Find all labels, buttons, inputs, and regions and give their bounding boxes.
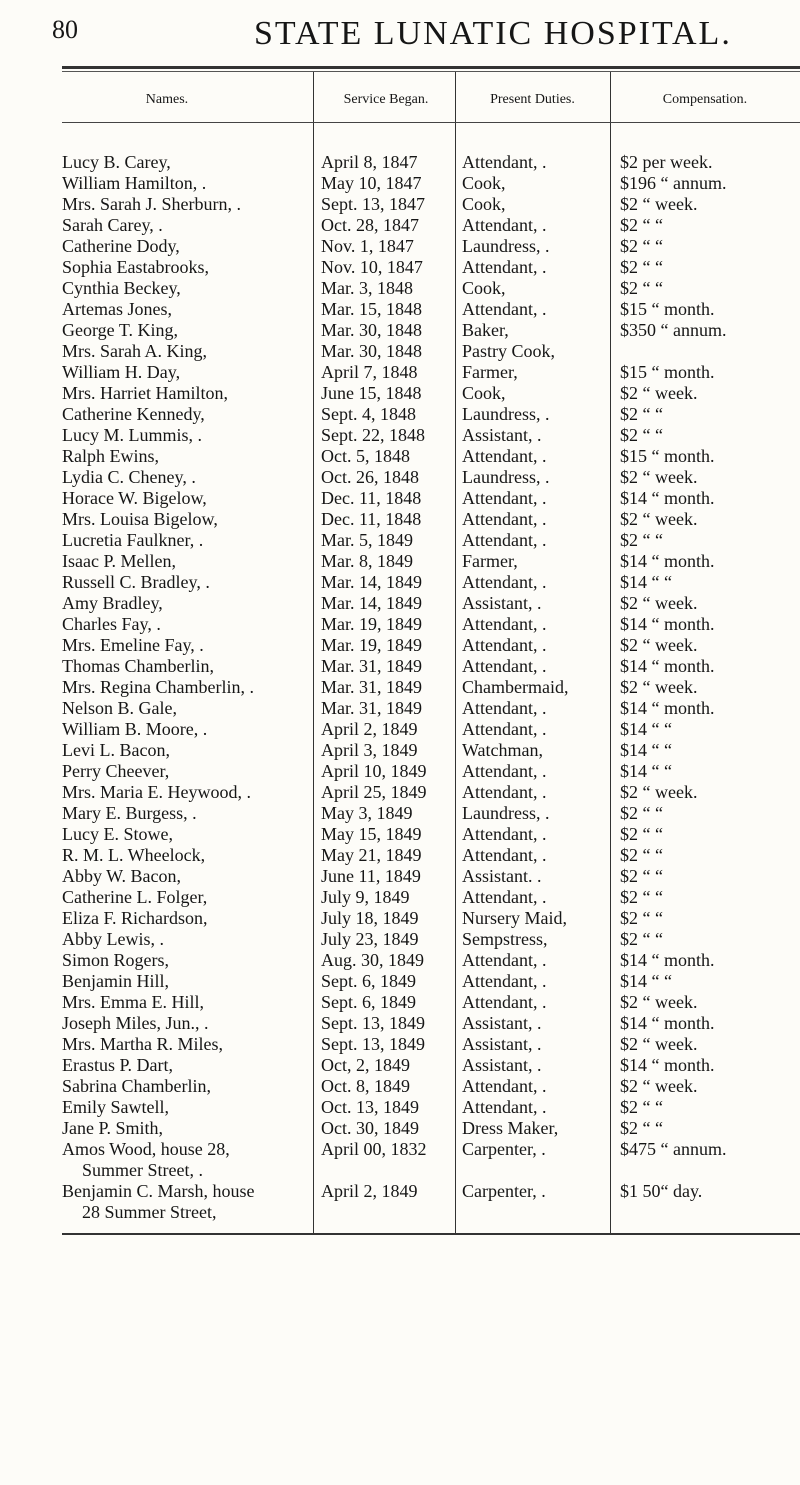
present-duties-cell: Baker, [462, 320, 509, 340]
table-row [62, 656, 800, 677]
present-duties-cell: Assistant, . [462, 425, 542, 445]
table-row [62, 803, 800, 824]
compensation-cell: $2 “ “ [620, 236, 663, 256]
table-row [62, 1034, 800, 1055]
name-cell: Sophia Eastabrooks, [62, 257, 209, 277]
service-began-cell: Mar. 19, 1849 [321, 635, 422, 655]
table-row [62, 908, 800, 929]
table-row [62, 425, 800, 446]
name-cell: Cynthia Beckey, [62, 278, 181, 298]
name-cell: Ralph Ewins, [62, 446, 159, 466]
bottom-rule [62, 1233, 800, 1235]
present-duties-cell: Assistant. . [462, 866, 542, 886]
compensation-cell: $2 “ “ [620, 929, 663, 949]
compensation-cell: $2 “ “ [620, 824, 663, 844]
service-began-cell: Mar. 14, 1849 [321, 593, 422, 613]
name-cell: Perry Cheever, [62, 761, 170, 781]
name-cell: Erastus P. Dart, [62, 1055, 173, 1075]
service-began-cell: July 9, 1849 [321, 887, 410, 907]
name-cell: Eliza F. Richardson, [62, 908, 208, 928]
name-cell: Mrs. Maria E. Heywood, . [62, 782, 251, 802]
service-began-cell: Mar. 31, 1849 [321, 656, 422, 676]
present-duties-cell: Cook, [462, 278, 506, 298]
name-cell: Lucy E. Stowe, [62, 824, 173, 844]
service-began-cell: Oct, 2, 1849 [321, 1055, 410, 1075]
table-row [62, 173, 800, 194]
name-cell: Mrs. Harriet Hamilton, [62, 383, 228, 403]
present-duties-cell: Farmer, [462, 362, 518, 382]
service-began-cell: Mar. 31, 1849 [321, 698, 422, 718]
service-began-cell: Oct. 30, 1849 [321, 1118, 419, 1138]
table-row [62, 635, 800, 656]
service-began-cell: April 2, 1849 [321, 719, 418, 739]
service-began-cell: June 11, 1849 [321, 866, 421, 886]
compensation-cell: $2 “ week. [620, 593, 698, 613]
compensation-cell: $15 “ month. [620, 299, 715, 319]
service-began-cell: July 18, 1849 [321, 908, 419, 928]
header-rule [62, 122, 800, 123]
table-row [62, 971, 800, 992]
service-began-cell: Aug. 30, 1849 [321, 950, 424, 970]
compensation-cell: $2 “ “ [620, 257, 663, 277]
present-duties-cell: Cook, [462, 383, 506, 403]
table-row [62, 530, 800, 551]
name-cell: Joseph Miles, Jun., . [62, 1013, 209, 1033]
service-began-cell: Mar. 31, 1849 [321, 677, 422, 697]
present-duties-cell: Assistant, . [462, 1055, 542, 1075]
name-cell: Jane P. Smith, [62, 1118, 164, 1138]
compensation-cell: $2 “ “ [620, 887, 663, 907]
compensation-cell: $14 “ month. [620, 1055, 715, 1075]
name-cell: Mrs. Sarah J. Sherburn, . [62, 194, 241, 214]
table-row [62, 1097, 800, 1118]
present-duties-cell: Chambermaid, [462, 677, 569, 697]
service-began-cell: April 3, 1849 [321, 740, 418, 760]
compensation-cell: $350 “ annum. [620, 320, 727, 340]
present-duties-cell: Attendant, . [462, 845, 547, 865]
table-row [62, 1013, 800, 1034]
name-cell: Horace W. Bigelow, [62, 488, 207, 508]
name-cell: Lydia C. Cheney, . [62, 467, 196, 487]
compensation-cell: $2 “ week. [620, 509, 698, 529]
service-began-cell: Dec. 11, 1848 [321, 488, 422, 508]
table-row [62, 845, 800, 866]
table-row [62, 194, 800, 215]
service-began-cell: Mar. 5, 1849 [321, 530, 413, 550]
table-row [62, 614, 800, 635]
table-row [62, 320, 800, 341]
compensation-cell: $2 “ “ [620, 530, 663, 550]
table-row [62, 467, 800, 488]
name-cell: Lucy B. Carey, [62, 152, 171, 172]
table-row [62, 404, 800, 425]
present-duties-cell: Attendant, . [462, 299, 547, 319]
compensation-cell: $2 “ week. [620, 782, 698, 802]
service-began-cell: Sept. 6, 1849 [321, 992, 417, 1012]
name-cell: Benjamin Hill, [62, 971, 169, 991]
present-duties-cell: Dress Maker, [462, 1118, 559, 1138]
present-duties-cell: Watchman, [462, 740, 544, 760]
service-began-cell: April 7, 1848 [321, 362, 418, 382]
service-began-cell: Mar. 8, 1849 [321, 551, 413, 571]
present-duties-cell: Attendant, . [462, 509, 547, 529]
service-began-cell: April 8, 1847 [321, 152, 418, 172]
present-duties-cell: Carpenter, . [462, 1139, 546, 1159]
table-row [62, 236, 800, 257]
name-cell: Catherine L. Folger, [62, 887, 208, 907]
present-duties-cell: Assistant, . [462, 593, 542, 613]
compensation-cell: $2 “ “ [620, 278, 663, 298]
compensation-cell: $14 “ month. [620, 950, 715, 970]
compensation-cell: $2 “ week. [620, 677, 698, 697]
service-began-cell: Oct. 28, 1847 [321, 215, 419, 235]
table-row [62, 677, 800, 698]
compensation-cell: $15 “ month. [620, 362, 715, 382]
service-began-cell: May 10, 1847 [321, 173, 422, 193]
compensation-cell: $2 per week. [620, 152, 713, 172]
service-began-cell: June 15, 1848 [321, 383, 422, 403]
compensation-cell: $14 “ “ [620, 740, 672, 760]
present-duties-cell: Attendant, . [462, 572, 547, 592]
present-duties-cell: Cook, [462, 194, 506, 214]
table-row [62, 992, 800, 1013]
service-began-cell: Mar. 14, 1849 [321, 572, 422, 592]
compensation-cell: $2 “ week. [620, 1076, 698, 1096]
name-cell-continuation: Summer Street, . [82, 1160, 203, 1180]
table-row [62, 782, 800, 803]
service-began-cell: Mar. 19, 1849 [321, 614, 422, 634]
table-row [62, 929, 800, 950]
compensation-cell: $196 “ annum. [620, 173, 727, 193]
present-duties-cell: Attendant, . [462, 950, 547, 970]
table-row [62, 278, 800, 299]
table-row [62, 488, 800, 509]
present-duties-cell: Attendant, . [462, 257, 547, 277]
table-row [62, 257, 800, 278]
present-duties-cell: Attendant, . [462, 971, 547, 991]
compensation-cell: $2 “ week. [620, 467, 698, 487]
table-row [62, 509, 800, 530]
compensation-cell: $2 “ “ [620, 845, 663, 865]
table-row [62, 1118, 800, 1139]
service-began-cell: Sept. 13, 1849 [321, 1013, 426, 1033]
present-duties-cell: Cook, [462, 173, 506, 193]
name-cell: Benjamin C. Marsh, house [62, 1181, 255, 1201]
present-duties-cell: Attendant, . [462, 1076, 547, 1096]
name-cell: Mrs. Emma E. Hill, [62, 992, 204, 1012]
service-began-cell: Mar. 3, 1848 [321, 278, 413, 298]
table-row [62, 215, 800, 236]
compensation-cell: $2 “ “ [620, 1097, 663, 1117]
table-row [62, 719, 800, 740]
name-cell: Mrs. Sarah A. King, [62, 341, 207, 361]
name-cell: Sabrina Chamberlin, [62, 1076, 211, 1096]
table-row [62, 152, 800, 173]
name-cell-continuation: 28 Summer Street, [82, 1202, 217, 1222]
service-began-cell: May 21, 1849 [321, 845, 422, 865]
service-began-cell: Oct. 5, 1848 [321, 446, 410, 466]
present-duties-cell: Attendant, . [462, 719, 547, 739]
present-duties-cell: Attendant, . [462, 761, 547, 781]
present-duties-cell: Attendant, . [462, 992, 547, 1012]
name-cell: William Hamilton, . [62, 173, 207, 193]
table-row [62, 362, 800, 383]
compensation-cell: $14 “ month. [620, 488, 715, 508]
table-row [62, 1181, 800, 1202]
compensation-cell: $15 “ month. [620, 446, 715, 466]
present-duties-cell: Pastry Cook, [462, 341, 556, 361]
present-duties-cell: Laundress, . [462, 467, 550, 487]
present-duties-cell: Attendant, . [462, 1097, 547, 1117]
present-duties-cell: Attendant, . [462, 488, 547, 508]
name-cell: Russell C. Bradley, . [62, 572, 210, 592]
compensation-cell: $2 “ “ [620, 215, 663, 235]
service-began-cell: May 3, 1849 [321, 803, 413, 823]
present-duties-cell: Attendant, . [462, 824, 547, 844]
header-service-began: Service Began. [343, 92, 429, 107]
compensation-cell: $14 “ month. [620, 551, 715, 571]
service-began-cell: April 10, 1849 [321, 761, 427, 781]
name-cell: Artemas Jones, [62, 299, 172, 319]
name-cell: Mrs. Emeline Fay, . [62, 635, 204, 655]
compensation-cell: $14 “ month. [620, 656, 715, 676]
name-cell: William H. Day, [62, 362, 181, 382]
table-row [62, 824, 800, 845]
name-cell: George T. King, [62, 320, 178, 340]
name-cell: Isaac P. Mellen, [62, 551, 176, 571]
service-began-cell: Sept. 4, 1848 [321, 404, 417, 424]
compensation-cell: $2 “ week. [620, 992, 698, 1012]
name-cell: Simon Rogers, [62, 950, 170, 970]
name-cell: Catherine Dody, [62, 236, 180, 256]
present-duties-cell: Attendant, . [462, 152, 547, 172]
name-cell: Abby Lewis, . [62, 929, 164, 949]
present-duties-cell: Attendant, . [462, 635, 547, 655]
name-cell: Mrs. Regina Chamberlin, . [62, 677, 254, 697]
table-row [62, 299, 800, 320]
compensation-cell: $2 “ week. [620, 194, 698, 214]
table-row [62, 1076, 800, 1097]
name-cell: Abby W. Bacon, [62, 866, 181, 886]
table-row [62, 866, 800, 887]
service-began-cell: Oct. 8, 1849 [321, 1076, 410, 1096]
present-duties-cell: Attendant, . [462, 530, 547, 550]
compensation-cell: $14 “ month. [620, 698, 715, 718]
name-cell: Emily Sawtell, [62, 1097, 169, 1117]
name-cell: Lucy M. Lummis, . [62, 425, 202, 445]
service-began-cell: Nov. 1, 1847 [321, 236, 414, 256]
name-cell: Lucretia Faulkner, . [62, 530, 204, 550]
header-present-duties: Present Duties. [490, 92, 575, 107]
compensation-cell: $14 “ month. [620, 1013, 715, 1033]
present-duties-cell: Attendant, . [462, 698, 547, 718]
present-duties-cell: Farmer, [462, 551, 518, 571]
present-duties-cell: Attendant, . [462, 215, 547, 235]
table-row [62, 593, 800, 614]
compensation-cell: $2 “ week. [620, 383, 698, 403]
compensation-cell: $2 “ “ [620, 866, 663, 886]
page-number: 80 [52, 15, 78, 44]
table-row-continuation [62, 1202, 800, 1223]
service-began-cell: April 25, 1849 [321, 782, 427, 802]
service-began-cell: Sept. 6, 1849 [321, 971, 417, 991]
name-cell: R. M. L. Wheelock, [62, 845, 206, 865]
compensation-cell: $2 “ “ [620, 1118, 663, 1138]
table-row-continuation [62, 1160, 800, 1181]
present-duties-cell: Laundress, . [462, 236, 550, 256]
service-began-cell: July 23, 1849 [321, 929, 419, 949]
name-cell: Mary E. Burgess, . [62, 803, 197, 823]
service-began-cell: Nov. 10, 1847 [321, 257, 423, 277]
name-cell: Nelson B. Gale, [62, 698, 177, 718]
table-row [62, 950, 800, 971]
name-cell: Thomas Chamberlin, [62, 656, 214, 676]
table-body [62, 152, 800, 1223]
present-duties-cell: Attendant, . [462, 887, 547, 907]
running-head: STATE LUNATIC HOSPITAL. [254, 15, 732, 52]
service-began-cell: Sept. 22, 1848 [321, 425, 426, 445]
compensation-cell: $2 “ week. [620, 635, 698, 655]
present-duties-cell: Laundress, . [462, 404, 550, 424]
table-row [62, 740, 800, 761]
service-began-cell: Mar. 30, 1848 [321, 341, 422, 361]
service-began-cell: May 15, 1849 [321, 824, 422, 844]
table-row [62, 887, 800, 908]
service-began-cell: Mar. 30, 1848 [321, 320, 422, 340]
top-rule [62, 66, 800, 69]
present-duties-cell: Assistant, . [462, 1034, 542, 1054]
header-names: Names. [145, 92, 189, 107]
service-began-cell: Sept. 13, 1849 [321, 1034, 426, 1054]
compensation-cell: $14 “ “ [620, 761, 672, 781]
compensation-cell: $2 “ “ [620, 803, 663, 823]
present-duties-cell: Attendant, . [462, 446, 547, 466]
staff-table [62, 72, 800, 1235]
compensation-cell: $2 “ “ [620, 404, 663, 424]
table-row [62, 761, 800, 782]
present-duties-cell: Attendant, . [462, 656, 547, 676]
service-began-cell: Oct. 26, 1848 [321, 467, 419, 487]
present-duties-cell: Assistant, . [462, 1013, 542, 1033]
compensation-cell: $2 “ “ [620, 908, 663, 928]
table-row [62, 698, 800, 719]
compensation-cell: $2 “ week. [620, 1034, 698, 1054]
compensation-cell: $14 “ month. [620, 614, 715, 634]
table-row [62, 1055, 800, 1076]
table-row [62, 341, 800, 362]
compensation-cell: $14 “ “ [620, 971, 672, 991]
service-began-cell: April 00, 1832 [321, 1139, 427, 1159]
present-duties-cell: Carpenter, . [462, 1181, 546, 1201]
present-duties-cell: Laundress, . [462, 803, 550, 823]
compensation-cell: $2 “ “ [620, 425, 663, 445]
compensation-cell: $1 50“ day. [620, 1181, 703, 1201]
present-duties-cell: Attendant, . [462, 614, 547, 634]
name-cell: Sarah Carey, . [62, 215, 163, 235]
name-cell: William B. Moore, . [62, 719, 208, 739]
header-compensation: Compensation. [662, 92, 748, 107]
service-began-cell: April 2, 1849 [321, 1181, 418, 1201]
name-cell: Amos Wood, house 28, [62, 1139, 230, 1159]
compensation-cell: $475 “ annum. [620, 1139, 727, 1159]
table-row [62, 1139, 800, 1160]
service-began-cell: Sept. 13, 1847 [321, 194, 426, 214]
service-began-cell: Mar. 15, 1848 [321, 299, 422, 319]
name-cell: Charles Fay, . [62, 614, 161, 634]
present-duties-cell: Attendant, . [462, 782, 547, 802]
name-cell: Mrs. Louisa Bigelow, [62, 509, 218, 529]
name-cell: Mrs. Martha R. Miles, [62, 1034, 223, 1054]
present-duties-cell: Nursery Maid, [462, 908, 567, 928]
table-row [62, 572, 800, 593]
service-began-cell: Dec. 11, 1848 [321, 509, 422, 529]
compensation-cell: $14 “ “ [620, 719, 672, 739]
name-cell: Levi L. Bacon, [62, 740, 170, 760]
table-row [62, 551, 800, 572]
compensation-cell: $14 “ “ [620, 572, 672, 592]
name-cell: Amy Bradley, [62, 593, 163, 613]
table-row [62, 446, 800, 467]
present-duties-cell: Sempstress, [462, 929, 548, 949]
name-cell: Catherine Kennedy, [62, 404, 205, 424]
service-began-cell: Oct. 13, 1849 [321, 1097, 419, 1117]
table-row [62, 383, 800, 404]
